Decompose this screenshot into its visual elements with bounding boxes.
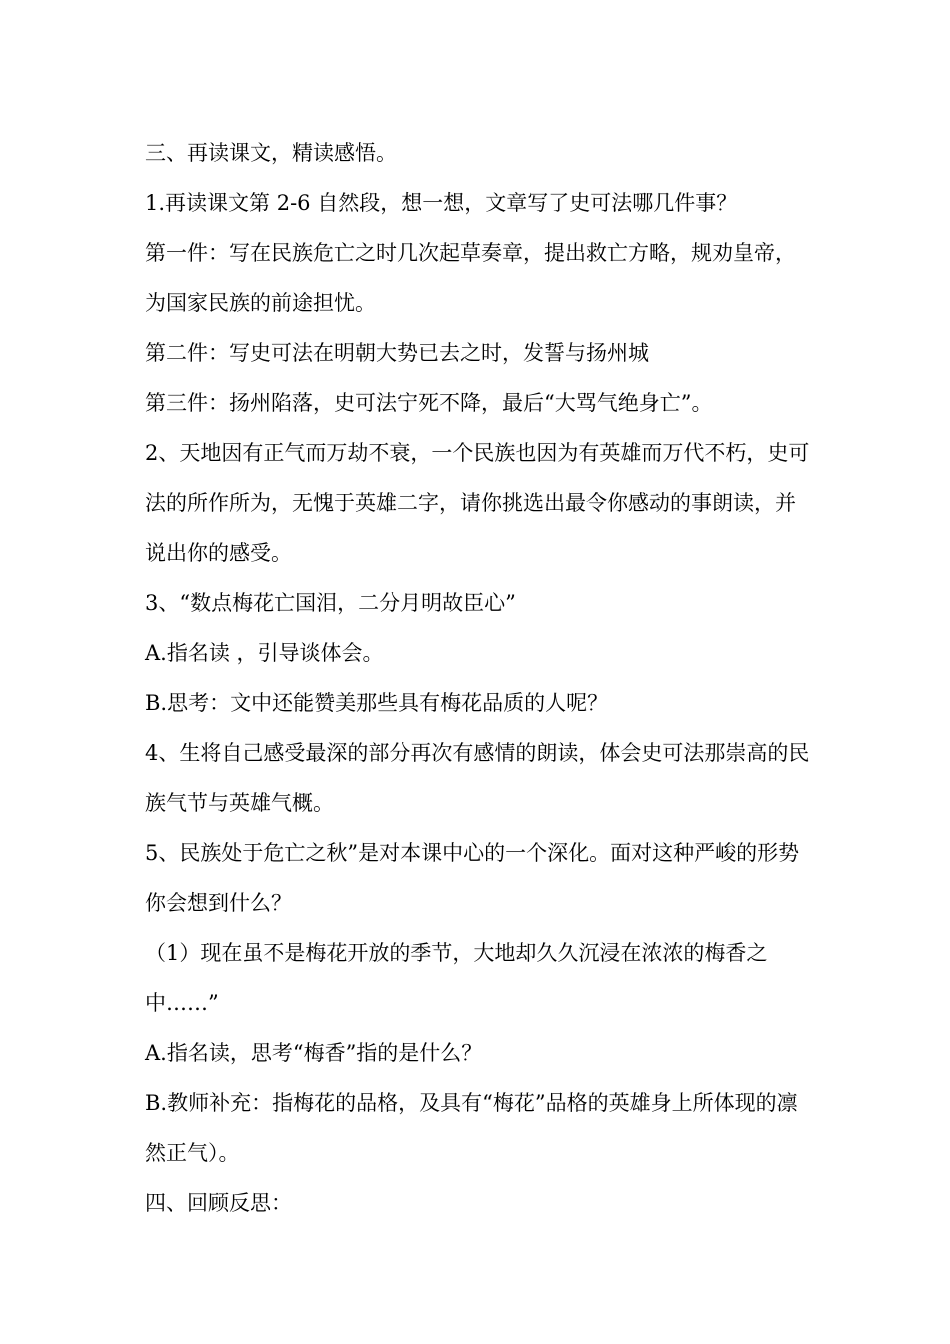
answer-event-3: 第三件：扬州陷落，史可法宁死不降，最后“大骂气绝身亡”。 — [145, 391, 713, 415]
question-2: 2、天地因有正气而万劫不衰，一个民族也因为有英雄而万代不朽，史可法的所作所为，无愧于英雄二字，请你挑选出最令你感动的事朗读，并说出你的感受。 — [145, 441, 810, 565]
answer-event-2: 第二件：写史可法在明朝大势已去之时，发誓与扬州城 — [145, 341, 649, 365]
step-5a: A.指名读，思考“梅香”指的是什么？ — [145, 1041, 483, 1065]
question-1: 1.再读课文第 2-6 自然段，想一想，文章写了史可法哪几件事？ — [145, 191, 738, 215]
sub-item-1: （1）现在虽不是梅花开放的季节，大地却久久沉浸在浓浓的梅香之中……” — [145, 941, 768, 1015]
step-3b: B.思考：文中还能赞美那些具有梅花品质的人呢？ — [145, 691, 609, 715]
question-3: 3、“数点梅花亡国泪，二分月明故臣心” — [145, 591, 516, 615]
step-5b: B.教师补充：指梅花的品格，及具有“梅花”品格的英雄身上所体现的凛然正气）。 — [145, 1091, 798, 1165]
question-4: 4、生将自己感受最深的部分再次有感情的朗读，体会史可法那崇高的民族气节与英雄气概。 — [145, 741, 810, 815]
document-body — [145, 128, 810, 1228]
section-heading-3: 三、再读课文，精读感悟。 — [145, 141, 397, 165]
answer-event-1: 第一件：写在民族危亡之时几次起草奏章，提出救亡方略，规劝皇帝，为国家民族的前途担忧。 — [145, 241, 796, 315]
section-heading-4: 四、回顾反思： — [145, 1191, 292, 1215]
question-5: 5、民族处于危亡之秋”是对本课中心的一个深化。面对这种严峻的形势你会想到什么？ — [145, 841, 800, 915]
step-3a: A.指名读 ，引导谈体会。 — [145, 641, 384, 665]
